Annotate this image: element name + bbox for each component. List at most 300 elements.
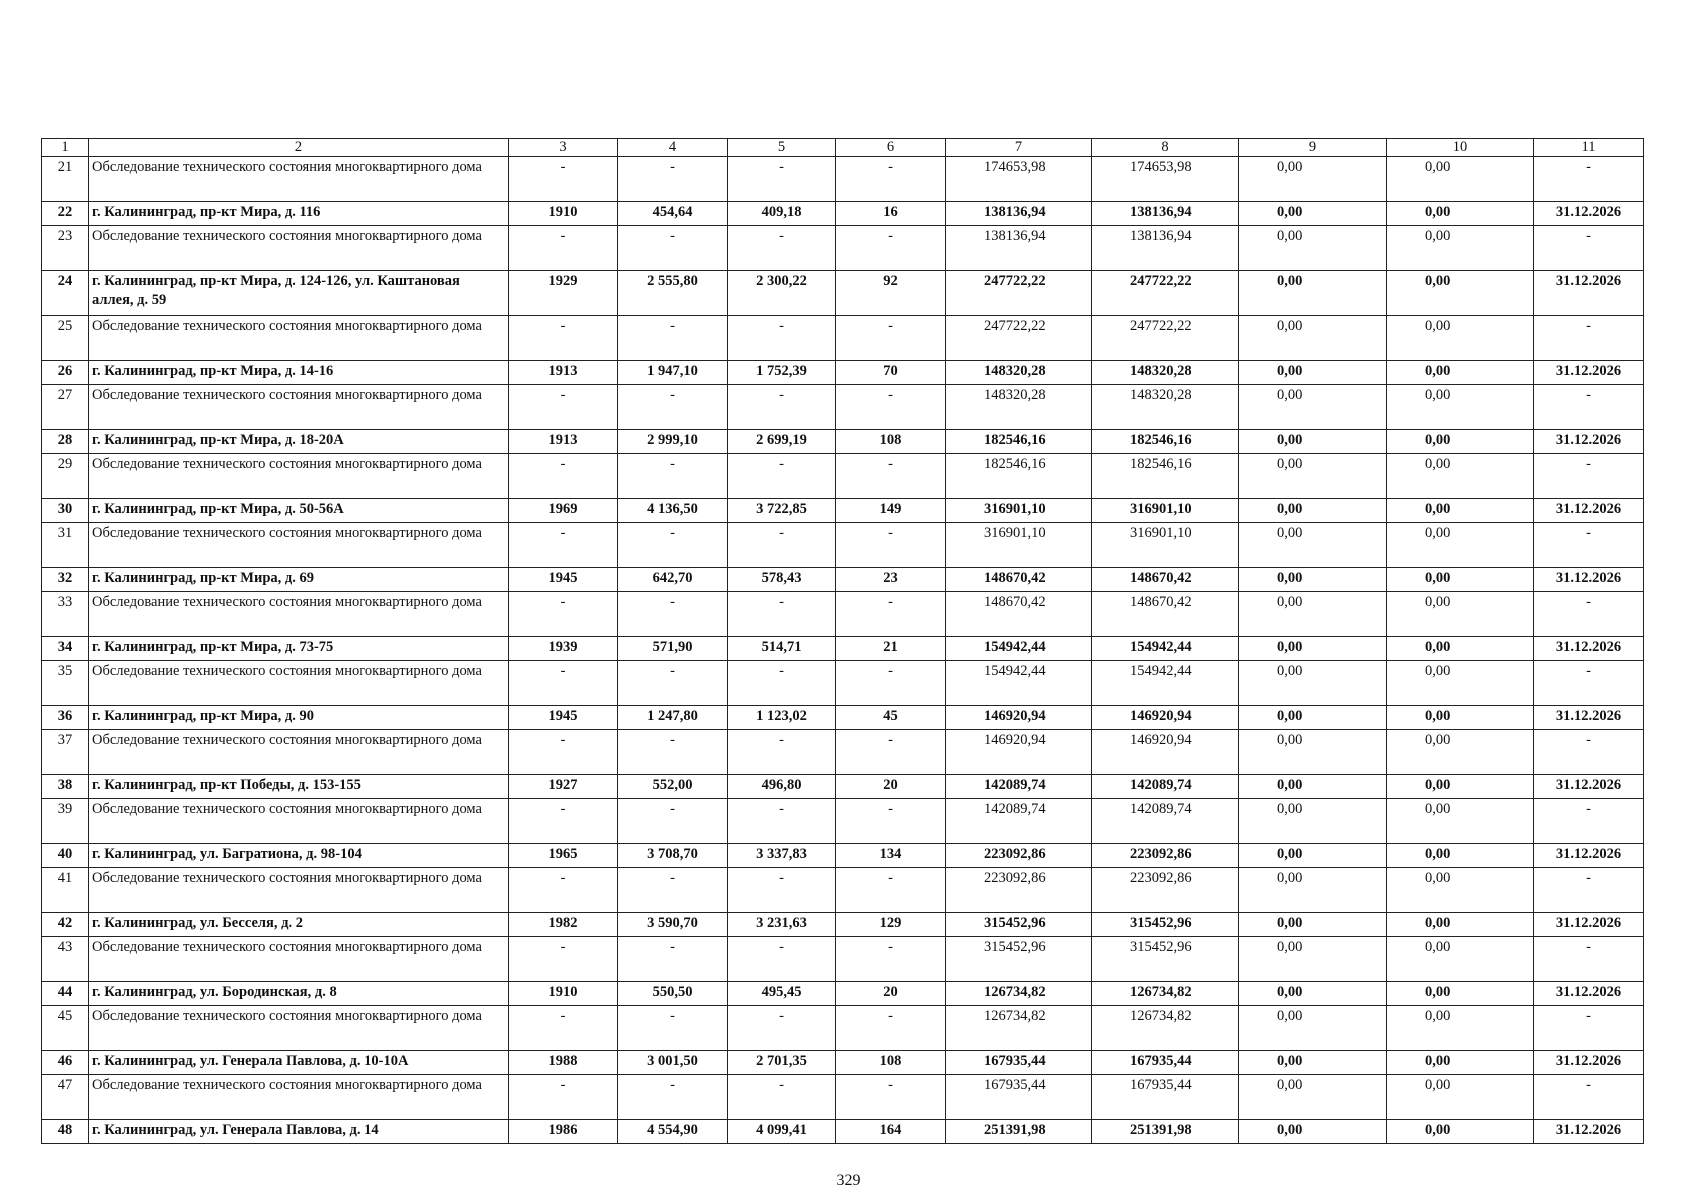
address: г. Калининград, пр-кт Мира, д. 18-20А xyxy=(89,430,509,454)
row-number: 28 xyxy=(42,430,89,454)
row-number: 45 xyxy=(42,1006,89,1051)
table-cell: 223092,86 xyxy=(1092,844,1239,868)
table-cell: 1927 xyxy=(509,775,618,799)
column-number: 11 xyxy=(1534,139,1644,157)
table-cell: 578,43 xyxy=(728,568,836,592)
table-cell: 148670,42 xyxy=(946,592,1092,637)
table-cell: 315452,96 xyxy=(946,937,1092,982)
work-name: Обследование технического состояния многоквартирного дома xyxy=(89,592,509,637)
table-cell: 1 247,80 xyxy=(618,706,728,730)
table-cell: - xyxy=(728,226,836,271)
table-cell: 223092,86 xyxy=(946,868,1092,913)
column-number: 1 xyxy=(42,139,89,157)
row-number: 35 xyxy=(42,661,89,706)
work-name: Обследование технического состояния многоквартирного дома xyxy=(89,799,509,844)
table-cell: 2 999,10 xyxy=(618,430,728,454)
table-cell: - xyxy=(509,730,618,775)
table-cell: 20 xyxy=(836,775,946,799)
table-cell: 4 099,41 xyxy=(728,1120,836,1144)
work-row xyxy=(42,661,1644,706)
table-cell: 31.12.2026 xyxy=(1534,568,1644,592)
table-cell: 31.12.2026 xyxy=(1534,1120,1644,1144)
table-cell: 315452,96 xyxy=(1092,937,1239,982)
table-cell: 251391,98 xyxy=(1092,1120,1239,1144)
table-cell: 0,00 xyxy=(1239,937,1387,982)
column-number: 6 xyxy=(836,139,946,157)
table-cell: 148320,28 xyxy=(946,385,1092,430)
table-cell: 0,00 xyxy=(1387,706,1534,730)
table-cell: - xyxy=(728,1006,836,1051)
row-number: 37 xyxy=(42,730,89,775)
table-cell: 0,00 xyxy=(1239,592,1387,637)
table-cell: 20 xyxy=(836,982,946,1006)
table-cell: 0,00 xyxy=(1239,316,1387,361)
table-cell: 0,00 xyxy=(1239,1051,1387,1075)
table-cell: 1982 xyxy=(509,913,618,937)
table-cell: 0,00 xyxy=(1387,316,1534,361)
address: г. Калининград, ул. Генерала Павлова, д. 14 xyxy=(89,1120,509,1144)
table-cell: 223092,86 xyxy=(946,844,1092,868)
table-cell: 31.12.2026 xyxy=(1534,982,1644,1006)
table-cell: 1945 xyxy=(509,568,618,592)
work-row xyxy=(42,385,1644,430)
row-number: 26 xyxy=(42,361,89,385)
table-cell: - xyxy=(1534,730,1644,775)
table-cell: 316901,10 xyxy=(946,499,1092,523)
table-cell: 550,50 xyxy=(618,982,728,1006)
table-cell: - xyxy=(1534,385,1644,430)
table-cell: 182546,16 xyxy=(946,430,1092,454)
address-row xyxy=(42,982,1644,1006)
table-cell: 0,00 xyxy=(1387,799,1534,844)
table-cell: 126734,82 xyxy=(1092,982,1239,1006)
table-cell: 167935,44 xyxy=(946,1051,1092,1075)
table-cell: 21 xyxy=(836,637,946,661)
table-cell: 1945 xyxy=(509,706,618,730)
table-cell: - xyxy=(728,454,836,499)
table-cell: 31.12.2026 xyxy=(1534,913,1644,937)
work-name: Обследование технического состояния многоквартирного дома xyxy=(89,661,509,706)
table-cell: 247722,22 xyxy=(946,271,1092,316)
table-cell: 1 123,02 xyxy=(728,706,836,730)
table-cell: - xyxy=(1534,1006,1644,1051)
table-cell: 182546,16 xyxy=(946,454,1092,499)
table-cell: - xyxy=(728,316,836,361)
table-cell: 148320,28 xyxy=(1092,361,1239,385)
table-cell: 0,00 xyxy=(1239,523,1387,568)
table-cell: 0,00 xyxy=(1239,844,1387,868)
work-name: Обследование технического состояния многоквартирного дома xyxy=(89,868,509,913)
table-cell: - xyxy=(618,316,728,361)
column-number: 8 xyxy=(1092,139,1239,157)
table-cell: 0,00 xyxy=(1239,202,1387,226)
table-cell: 0,00 xyxy=(1239,661,1387,706)
table-cell: 0,00 xyxy=(1239,226,1387,271)
table-cell: 3 722,85 xyxy=(728,499,836,523)
table-cell: 315452,96 xyxy=(1092,913,1239,937)
address-row xyxy=(42,202,1644,226)
table-cell: 223092,86 xyxy=(1092,868,1239,913)
table-cell: - xyxy=(728,730,836,775)
table-cell: 1939 xyxy=(509,637,618,661)
table-cell: 0,00 xyxy=(1387,637,1534,661)
table-cell: 0,00 xyxy=(1387,271,1534,316)
table-cell: - xyxy=(618,1006,728,1051)
table-cell: - xyxy=(836,799,946,844)
table-cell: 0,00 xyxy=(1387,661,1534,706)
table-cell: 315452,96 xyxy=(946,913,1092,937)
address-row xyxy=(42,568,1644,592)
table-cell: 154942,44 xyxy=(1092,661,1239,706)
table-cell: - xyxy=(836,385,946,430)
column-number: 3 xyxy=(509,139,618,157)
table-cell: - xyxy=(509,661,618,706)
row-number: 33 xyxy=(42,592,89,637)
table-cell: 0,00 xyxy=(1387,157,1534,202)
table-cell: 167935,44 xyxy=(1092,1075,1239,1120)
table-cell: 1913 xyxy=(509,361,618,385)
table-cell: - xyxy=(836,592,946,637)
address: г. Калининград, пр-кт Победы, д. 153-155 xyxy=(89,775,509,799)
table-cell: 31.12.2026 xyxy=(1534,271,1644,316)
table-cell: 92 xyxy=(836,271,946,316)
table-cell: 31.12.2026 xyxy=(1534,1051,1644,1075)
table-cell: 182546,16 xyxy=(1092,430,1239,454)
table-cell: 1969 xyxy=(509,499,618,523)
table-cell: - xyxy=(618,937,728,982)
table-cell: - xyxy=(1534,799,1644,844)
table-cell: 1 947,10 xyxy=(618,361,728,385)
table-cell: - xyxy=(728,592,836,637)
address: г. Калининград, ул. Бесселя, д. 2 xyxy=(89,913,509,937)
table-cell: 3 590,70 xyxy=(618,913,728,937)
table-cell: 0,00 xyxy=(1387,868,1534,913)
table-cell: 0,00 xyxy=(1387,1051,1534,1075)
table-cell: - xyxy=(618,226,728,271)
table-cell: - xyxy=(509,226,618,271)
table-cell: 0,00 xyxy=(1387,568,1534,592)
table-cell: - xyxy=(618,592,728,637)
table-cell: - xyxy=(836,157,946,202)
address: г. Калининград, пр-кт Мира, д. 90 xyxy=(89,706,509,730)
address: г. Калининград, пр-кт Мира, д. 116 xyxy=(89,202,509,226)
work-name: Обследование технического состояния многоквартирного дома xyxy=(89,157,509,202)
table-cell: - xyxy=(509,799,618,844)
address: г. Калининград, пр-кт Мира, д. 69 xyxy=(89,568,509,592)
table-cell: 4 554,90 xyxy=(618,1120,728,1144)
table-cell: 0,00 xyxy=(1387,913,1534,937)
address: г. Калининград, пр-кт Мира, д. 14-16 xyxy=(89,361,509,385)
table-cell: - xyxy=(728,937,836,982)
address-row xyxy=(42,271,1644,316)
work-name: Обследование технического состояния многоквартирного дома xyxy=(89,1006,509,1051)
work-row xyxy=(42,868,1644,913)
table-cell: - xyxy=(509,1006,618,1051)
table-cell: 2 701,35 xyxy=(728,1051,836,1075)
table-cell: 126734,82 xyxy=(946,1006,1092,1051)
table-cell: - xyxy=(1534,316,1644,361)
table-cell: - xyxy=(509,592,618,637)
table-cell: 571,90 xyxy=(618,637,728,661)
work-row xyxy=(42,799,1644,844)
table-cell: - xyxy=(1534,157,1644,202)
column-number: 9 xyxy=(1239,139,1387,157)
table-cell: - xyxy=(728,1075,836,1120)
table-cell: 0,00 xyxy=(1387,1120,1534,1144)
table-cell: 3 337,83 xyxy=(728,844,836,868)
table-cell: 154942,44 xyxy=(946,661,1092,706)
table-cell: - xyxy=(618,454,728,499)
table-cell: - xyxy=(1534,226,1644,271)
table-cell: 2 555,80 xyxy=(618,271,728,316)
table-cell: 0,00 xyxy=(1239,1075,1387,1120)
row-number: 44 xyxy=(42,982,89,1006)
table-cell: 31.12.2026 xyxy=(1534,361,1644,385)
table-cell: 247722,22 xyxy=(946,316,1092,361)
table-cell: 0,00 xyxy=(1239,385,1387,430)
address: г. Калининград, ул. Бородинская, д. 8 xyxy=(89,982,509,1006)
row-number: 39 xyxy=(42,799,89,844)
address-row xyxy=(42,1051,1644,1075)
work-name: Обследование технического состояния многоквартирного дома xyxy=(89,226,509,271)
table-cell: 45 xyxy=(836,706,946,730)
address-row xyxy=(42,361,1644,385)
table-cell: 148670,42 xyxy=(1092,568,1239,592)
table-cell: - xyxy=(509,937,618,982)
table-cell: 1 752,39 xyxy=(728,361,836,385)
row-number: 40 xyxy=(42,844,89,868)
table-cell: 0,00 xyxy=(1239,730,1387,775)
table-cell: 1913 xyxy=(509,430,618,454)
table-cell: 0,00 xyxy=(1387,385,1534,430)
table-cell: 0,00 xyxy=(1239,706,1387,730)
table-cell: - xyxy=(728,868,836,913)
row-number: 24 xyxy=(42,271,89,316)
table-cell: - xyxy=(1534,523,1644,568)
work-name: Обследование технического состояния многоквартирного дома xyxy=(89,523,509,568)
table-cell: 0,00 xyxy=(1239,271,1387,316)
column-number: 4 xyxy=(618,139,728,157)
table-cell: 146920,94 xyxy=(946,730,1092,775)
work-row xyxy=(42,316,1644,361)
address-row xyxy=(42,1120,1644,1144)
table-cell: 0,00 xyxy=(1239,637,1387,661)
table-cell: 3 708,70 xyxy=(618,844,728,868)
table-cell: - xyxy=(836,454,946,499)
table-cell: 148670,42 xyxy=(946,568,1092,592)
table-cell: 182546,16 xyxy=(1092,454,1239,499)
address: г. Калининград, пр-кт Мира, д. 73-75 xyxy=(89,637,509,661)
table-cell: 316901,10 xyxy=(946,523,1092,568)
table-cell: 0,00 xyxy=(1239,361,1387,385)
table-cell: 0,00 xyxy=(1239,499,1387,523)
table-cell: 0,00 xyxy=(1387,844,1534,868)
row-number: 31 xyxy=(42,523,89,568)
table-cell: 154942,44 xyxy=(946,637,1092,661)
table-cell: 0,00 xyxy=(1239,913,1387,937)
address: г. Калининград, ул. Багратиона, д. 98-104 xyxy=(89,844,509,868)
work-name: Обследование технического состояния многоквартирного дома xyxy=(89,937,509,982)
work-row xyxy=(42,523,1644,568)
work-name: Обследование технического состояния многоквартирного дома xyxy=(89,316,509,361)
table-cell: 0,00 xyxy=(1387,499,1534,523)
table-cell: - xyxy=(728,523,836,568)
table-cell: - xyxy=(618,868,728,913)
table-cell: 2 699,19 xyxy=(728,430,836,454)
work-row xyxy=(42,1075,1644,1120)
table-cell: 0,00 xyxy=(1387,202,1534,226)
row-number: 34 xyxy=(42,637,89,661)
table-cell: 142089,74 xyxy=(946,775,1092,799)
table-cell: - xyxy=(618,157,728,202)
table-cell: 126734,82 xyxy=(946,982,1092,1006)
table-cell: 247722,22 xyxy=(1092,271,1239,316)
row-number: 48 xyxy=(42,1120,89,1144)
table-cell: 0,00 xyxy=(1387,937,1534,982)
table-cell: 496,80 xyxy=(728,775,836,799)
table-cell: 146920,94 xyxy=(946,706,1092,730)
row-number: 32 xyxy=(42,568,89,592)
row-number: 21 xyxy=(42,157,89,202)
table-cell: 0,00 xyxy=(1239,568,1387,592)
address-row xyxy=(42,775,1644,799)
table-cell: 174653,98 xyxy=(1092,157,1239,202)
table-cell: 0,00 xyxy=(1239,430,1387,454)
table-cell: 1910 xyxy=(509,982,618,1006)
table-cell: - xyxy=(1534,661,1644,706)
address-row xyxy=(42,430,1644,454)
works-table xyxy=(41,138,1644,1144)
table-cell: - xyxy=(509,454,618,499)
table-cell: - xyxy=(728,385,836,430)
row-number: 43 xyxy=(42,937,89,982)
table-cell: 0,00 xyxy=(1387,361,1534,385)
table-cell: - xyxy=(1534,937,1644,982)
address-row xyxy=(42,637,1644,661)
table-cell: 1965 xyxy=(509,844,618,868)
table-cell: - xyxy=(836,1075,946,1120)
table-cell: 0,00 xyxy=(1387,1075,1534,1120)
table-cell: 0,00 xyxy=(1239,1006,1387,1051)
work-row xyxy=(42,937,1644,982)
table-cell: - xyxy=(509,1075,618,1120)
work-row xyxy=(42,226,1644,271)
table-cell: 0,00 xyxy=(1387,454,1534,499)
work-row xyxy=(42,730,1644,775)
table-cell: 0,00 xyxy=(1387,730,1534,775)
work-row xyxy=(42,1006,1644,1051)
table-cell: 167935,44 xyxy=(1092,1051,1239,1075)
table-cell: - xyxy=(836,868,946,913)
table-cell: 31.12.2026 xyxy=(1534,202,1644,226)
table-cell: 0,00 xyxy=(1239,982,1387,1006)
table-cell: 31.12.2026 xyxy=(1534,637,1644,661)
table-cell: 148320,28 xyxy=(1092,385,1239,430)
table-cell: 108 xyxy=(836,430,946,454)
table-cell: 167935,44 xyxy=(946,1075,1092,1120)
table-cell: - xyxy=(836,316,946,361)
work-row xyxy=(42,592,1644,637)
row-number: 38 xyxy=(42,775,89,799)
table-cell: - xyxy=(618,1075,728,1120)
table-cell: 146920,94 xyxy=(1092,730,1239,775)
table-cell: 138136,94 xyxy=(1092,226,1239,271)
table-cell: - xyxy=(836,226,946,271)
column-number: 5 xyxy=(728,139,836,157)
address: г. Калининград, пр-кт Мира, д. 124-126, ул. Каштановая аллея, д. 59 xyxy=(89,271,509,316)
table-cell: - xyxy=(728,799,836,844)
table-cell: 3 231,63 xyxy=(728,913,836,937)
table-cell: 0,00 xyxy=(1387,592,1534,637)
row-number: 36 xyxy=(42,706,89,730)
table-cell: 251391,98 xyxy=(946,1120,1092,1144)
column-number: 7 xyxy=(946,139,1092,157)
row-number: 23 xyxy=(42,226,89,271)
table-cell: 0,00 xyxy=(1387,523,1534,568)
table-cell: - xyxy=(836,730,946,775)
table-cell: - xyxy=(1534,1075,1644,1120)
table-cell: 146920,94 xyxy=(1092,706,1239,730)
column-number: 2 xyxy=(89,139,509,157)
table-cell: 108 xyxy=(836,1051,946,1075)
table-cell: 0,00 xyxy=(1387,982,1534,1006)
address-row xyxy=(42,913,1644,937)
address-row xyxy=(42,499,1644,523)
table-cell: 154942,44 xyxy=(1092,637,1239,661)
table-cell: - xyxy=(509,868,618,913)
table-cell: 129 xyxy=(836,913,946,937)
table-cell: - xyxy=(1534,454,1644,499)
row-number: 41 xyxy=(42,868,89,913)
table-cell: - xyxy=(509,385,618,430)
table-cell: 142089,74 xyxy=(1092,775,1239,799)
table-cell: 316901,10 xyxy=(1092,499,1239,523)
table-cell: 0,00 xyxy=(1239,799,1387,844)
table-cell: 138136,94 xyxy=(946,202,1092,226)
table-cell: 2 300,22 xyxy=(728,271,836,316)
work-name: Обследование технического состояния многоквартирного дома xyxy=(89,730,509,775)
table-cell: - xyxy=(836,523,946,568)
table-cell: - xyxy=(618,385,728,430)
table-cell: - xyxy=(509,316,618,361)
table-cell: - xyxy=(618,730,728,775)
address: г. Калининград, пр-кт Мира, д. 50-56А xyxy=(89,499,509,523)
row-number: 25 xyxy=(42,316,89,361)
table-cell: 0,00 xyxy=(1387,775,1534,799)
table-cell: - xyxy=(618,661,728,706)
table-cell: 409,18 xyxy=(728,202,836,226)
column-number-row xyxy=(42,139,1644,157)
table-cell: - xyxy=(618,523,728,568)
table-cell: 149 xyxy=(836,499,946,523)
address: г. Калининград, ул. Генерала Павлова, д. 10-10А xyxy=(89,1051,509,1075)
table-cell: - xyxy=(509,157,618,202)
table-cell: 70 xyxy=(836,361,946,385)
table-cell: 552,00 xyxy=(618,775,728,799)
table-cell: - xyxy=(836,1006,946,1051)
table-cell: 0,00 xyxy=(1239,157,1387,202)
table-cell: 454,64 xyxy=(618,202,728,226)
table-cell: 126734,82 xyxy=(1092,1006,1239,1051)
table-cell: 138136,94 xyxy=(946,226,1092,271)
address-row xyxy=(42,706,1644,730)
table-cell: 134 xyxy=(836,844,946,868)
table-cell: - xyxy=(728,157,836,202)
table-cell: - xyxy=(1534,868,1644,913)
table-cell: - xyxy=(836,937,946,982)
table-cell: 0,00 xyxy=(1239,775,1387,799)
row-number: 22 xyxy=(42,202,89,226)
